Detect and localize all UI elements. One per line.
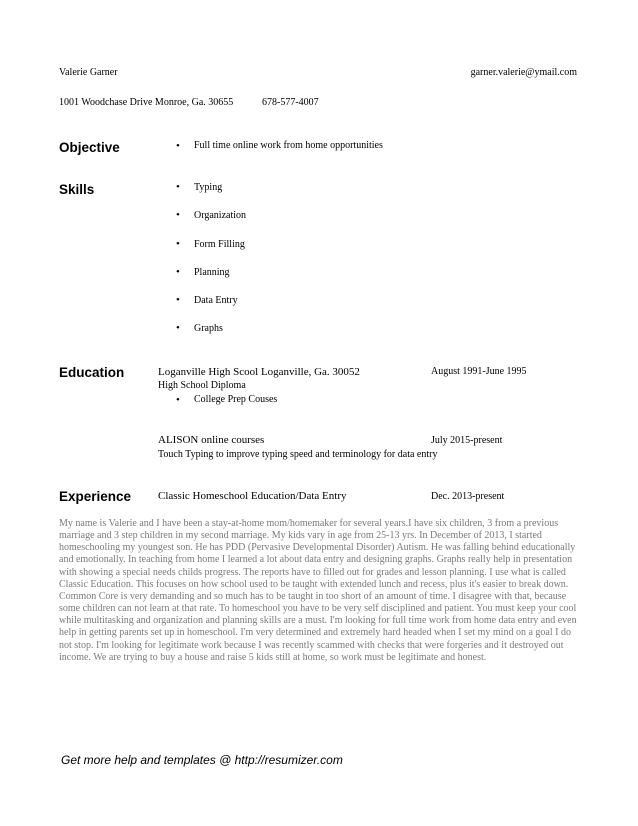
skill-item: • Data Entry xyxy=(176,294,246,322)
education-detail-1: High School Diploma xyxy=(158,380,246,391)
experience-dates: Dec. 2013-present xyxy=(431,491,505,502)
skills-heading: Skills xyxy=(59,182,95,197)
skill-item: • Form Filling xyxy=(176,238,246,266)
street-address: 1001 Woodchase Drive Monroe, Ga. 30655 xyxy=(59,97,234,108)
education-dates-2: July 2015-present xyxy=(431,435,503,446)
skill-item: • Graphs xyxy=(176,322,246,350)
education-school-2: ALISON online courses xyxy=(158,434,265,446)
skill-item: • Typing xyxy=(176,181,246,209)
phone-number: 678-577-4007 xyxy=(262,97,319,108)
email-address: garner.valerie@ymail.com xyxy=(470,67,577,78)
education-heading: Education xyxy=(59,365,125,380)
education-detail-2: Touch Typing to improve typing speed and terminology for data entry xyxy=(158,449,438,460)
education-dates-1: August 1991-June 1995 xyxy=(431,366,527,377)
skills-list xyxy=(176,181,246,351)
objective-item: • Full time online work from home opportunities xyxy=(176,140,383,151)
footer-promo: Get more help and templates @ http://resumizer.com xyxy=(61,753,343,767)
objective-heading: Objective xyxy=(59,140,120,155)
education-bullet-item: • College Prep Couses xyxy=(176,394,277,405)
experience-heading: Experience xyxy=(59,489,132,504)
experience-title: Classic Homeschool Education/Data Entry xyxy=(158,490,347,502)
skill-item: • Planning xyxy=(176,266,246,294)
objective-list xyxy=(176,140,383,151)
experience-summary: My name is Valerie and I have been a stay-at-home mom/homemaker for several years.I have six children, 3 from a previous marriage and 3 step children in my second marriage. My kids vary in age from 25-13 yrs. In December of 2013, I started homeschooling my youngest son. He has PDD (Pervasive Developmental Disorder) Autism. He was falling behind educationally and emotionally. In teaching from home I learned a lot about data entry and designing graphs. Graphs really help in presentation with showing a special needs childs progress. The reports have to filled out for grades and lesson planning. I use what is called Classic Education. This focuses on how school used to be taught with extended lunch and recess, plus it's easier to break down. Common Core is very demanding and so much has to be taught in too short of an amount of time. I disagree with that, because some children can not learn at that rate. To homeschool you have to be very self disciplined and patient. You must keep your cool while multitasking and organization and planning skills are a must. I'm looking for full time work from home data entry and even help in getting parents set up in homeschool. I'm very determined and extremely hard headed when I set my mind on a goal I do not stop. I'm looking for legitimate work because I was recently scammed with checks that were forgeries and it destroyed out income. We are trying to buy a house and raise 5 kids still at home, so work must be legitimate and honest. xyxy=(59,518,577,663)
candidate-name: Valerie Garner xyxy=(59,67,118,78)
skill-item: • Organization xyxy=(176,209,246,237)
education-school-1: Loganville High Scool Loganville, Ga. 30052 xyxy=(158,366,360,378)
education-bullets-1 xyxy=(176,394,277,405)
